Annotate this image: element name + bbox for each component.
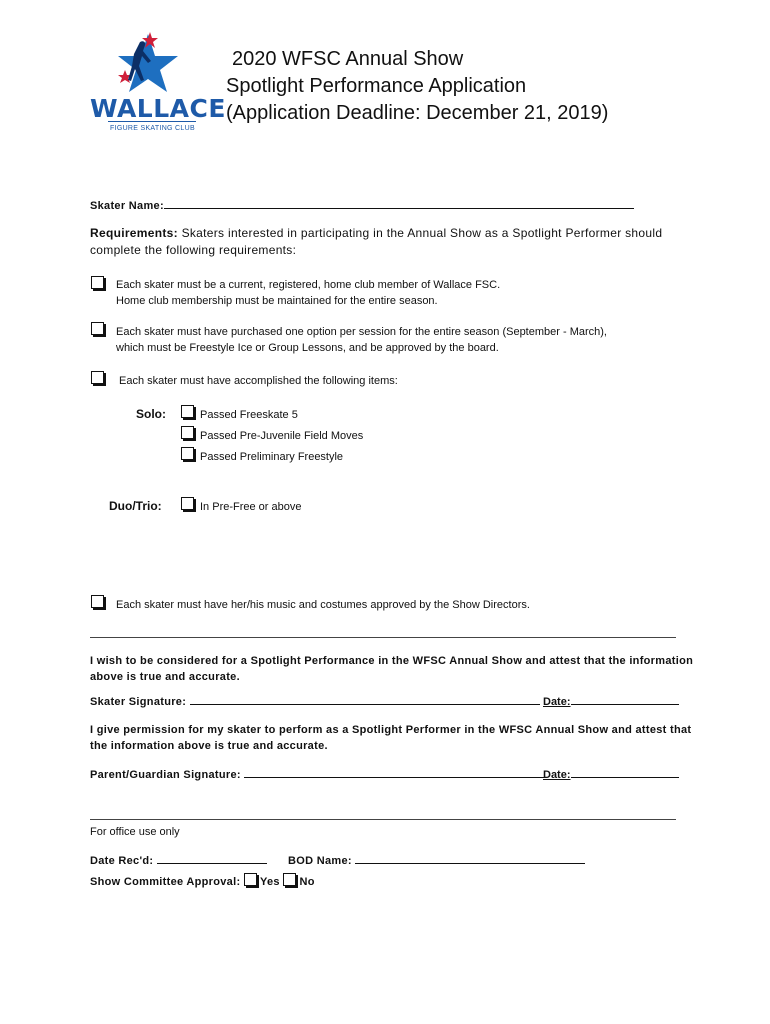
skater-name-label: Skater Name: xyxy=(90,200,164,212)
solo-label: Solo: xyxy=(136,407,166,421)
solo-item-3-label: Passed Preliminary Freestyle xyxy=(200,451,344,463)
approval-row xyxy=(90,873,315,890)
skater-name-field[interactable] xyxy=(164,196,634,209)
page-title-line-2: Spotlight Performance Application xyxy=(226,75,527,97)
date-received-row xyxy=(90,851,267,869)
requirement-4-line-1: Each skater must have her/his music and costumes approved by the Show Directors. xyxy=(116,599,530,611)
requirement-4-checkbox[interactable] xyxy=(91,595,104,608)
page-title-line-1: 2020 WFSC Annual Show xyxy=(232,48,464,70)
date-received-field[interactable] xyxy=(157,851,267,864)
parent-date-label: Date: xyxy=(543,769,571,781)
requirement-1-line-2: Home club membership must be maintained for the entire season. xyxy=(116,295,438,307)
skater-attestation xyxy=(90,653,693,685)
approval-label: Show Committee Approval: xyxy=(90,876,241,888)
approval-yes-checkbox[interactable] xyxy=(244,873,257,886)
office-use-heading: For office use only xyxy=(90,826,180,838)
duo-trio-label: Duo/Trio: xyxy=(109,499,162,513)
requirement-2-checkbox[interactable] xyxy=(91,322,104,335)
requirements-text-2: complete the following requirements: xyxy=(90,243,297,257)
parent-date-field[interactable] xyxy=(571,765,679,778)
requirement-1-text xyxy=(116,277,500,309)
requirement-3-line-1: Each skater must have accomplished the following items: xyxy=(119,375,398,387)
solo-item-3-checkbox[interactable] xyxy=(181,447,194,460)
skater-date-label: Date: xyxy=(543,696,571,708)
logo-wordmark: WALLACE xyxy=(90,94,226,123)
page-title-line-3: (Application Deadline: December 21, 2019) xyxy=(226,102,609,124)
approval-yes-label: Yes xyxy=(259,876,280,888)
skater-attestation-line-2: above is true and accurate. xyxy=(90,671,240,683)
parent-signature-row xyxy=(90,765,544,783)
bod-name-row xyxy=(288,851,585,869)
approval-no-label: No xyxy=(299,876,315,888)
bod-name-field[interactable] xyxy=(355,851,585,864)
solo-item-2-label: Passed Pre-Juvenile Field Moves xyxy=(200,430,364,442)
logo-subtitle: FIGURE SKATING CLUB xyxy=(110,125,195,132)
solo-item-2-checkbox[interactable] xyxy=(181,426,194,439)
requirement-2-text xyxy=(116,324,607,356)
skater-signature-label: Skater Signature: xyxy=(90,696,187,708)
parent-attestation xyxy=(90,722,691,754)
requirements-text-1: Skaters interested in participating in the Annual Show as a Spotlight Performer should xyxy=(181,226,663,240)
bod-name-label: BOD Name: xyxy=(288,855,352,867)
approval-no-checkbox[interactable] xyxy=(283,873,296,886)
requirement-1-checkbox[interactable] xyxy=(91,276,104,289)
skater-date-field[interactable] xyxy=(571,692,679,705)
solo-item-1-checkbox[interactable] xyxy=(181,405,194,418)
parent-attestation-line-2: the information above is true and accurate. xyxy=(90,740,328,752)
office-divider xyxy=(90,819,676,820)
requirements-paragraph xyxy=(90,225,690,259)
requirements-label: Requirements: xyxy=(90,226,178,240)
requirement-3-checkbox[interactable] xyxy=(91,371,104,384)
skater-name-row xyxy=(90,196,634,214)
requirement-1-line-1: Each skater must be a current, registered, home club member of Wallace FSC. xyxy=(116,279,501,291)
skater-attestation-line-1: I wish to be considered for a Spotlight Performance in the WFSC Annual Show and attest that the information xyxy=(90,655,694,667)
skater-date-row xyxy=(543,692,679,710)
wallace-logo-graphic xyxy=(88,28,218,140)
parent-date-row xyxy=(543,765,679,783)
solo-item-1-label: Passed Freeskate 5 xyxy=(200,409,298,421)
date-received-label: Date Rec'd: xyxy=(90,855,154,867)
requirement-2-line-1: Each skater must have purchased one option per session for the entire season (September - March), xyxy=(116,326,607,338)
duo-item-1-checkbox[interactable] xyxy=(181,497,194,510)
parent-attestation-line-1: I give permission for my skater to perform as a Spotlight Performer in the WFSC Annual Show and attest that xyxy=(90,724,692,736)
parent-signature-label: Parent/Guardian Signature: xyxy=(90,769,241,781)
skater-signature-field[interactable] xyxy=(190,692,540,705)
requirement-2-line-2: which must be Freestyle Ice or Group Lessons, and be approved by the board. xyxy=(116,342,499,354)
section-divider xyxy=(90,637,676,638)
skater-signature-row xyxy=(90,692,540,710)
parent-signature-field[interactable] xyxy=(244,765,544,778)
duo-item-1-label: In Pre-Free or above xyxy=(200,501,302,513)
